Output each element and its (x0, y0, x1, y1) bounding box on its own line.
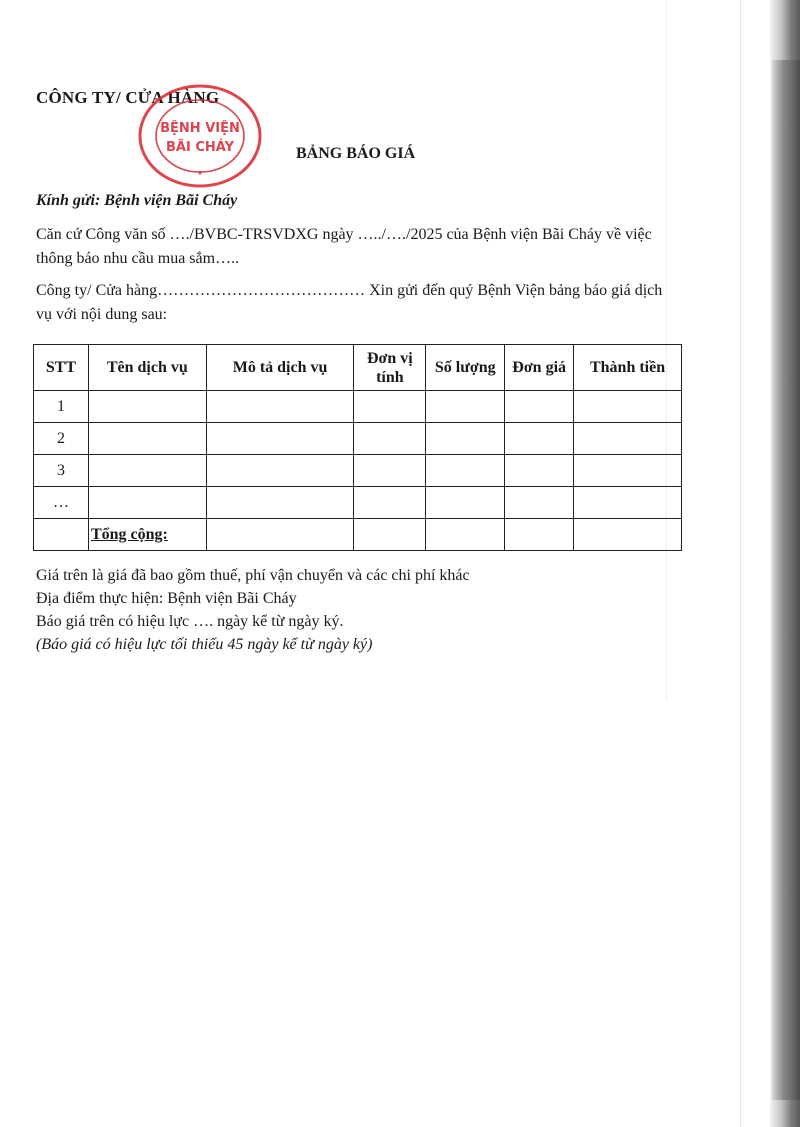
company-heading: CÔNG TY/ CỬA HÀNG (36, 88, 220, 107)
column-header: STT (34, 345, 89, 391)
document-title: BẢNG BÁO GIÁ (296, 145, 416, 162)
row-number: 1 (34, 391, 89, 423)
table-cell (426, 519, 505, 551)
column-header: Đơn giá (505, 345, 574, 391)
table-cell (505, 487, 574, 519)
table-cell (574, 455, 682, 487)
stamp-star-icon: ★ (196, 169, 204, 177)
table-cell (206, 519, 354, 551)
table-row (34, 487, 682, 519)
scan-edge-shadow (772, 60, 800, 1100)
table-cell (505, 455, 574, 487)
notes-section (36, 564, 470, 656)
table-cell (88, 455, 206, 487)
column-header: Mô tả dịch vụ (206, 345, 354, 391)
column-header: Thành tiền (574, 345, 682, 391)
recipient-name: Bệnh viện Bãi Cháy (104, 192, 238, 209)
table-cell (574, 391, 682, 423)
hospital-stamp (134, 80, 264, 192)
table-cell (505, 519, 574, 551)
table-cell (354, 487, 426, 519)
table-cell (354, 519, 426, 551)
column-header: Số lượng (426, 345, 505, 391)
stamp-line-2: BÃI CHÁY (166, 140, 234, 155)
table-cell (354, 455, 426, 487)
table-row (34, 455, 682, 487)
table-cell (34, 519, 89, 551)
quote-table (33, 344, 682, 551)
note-line: Giá trên là giá đã bao gồm thuế, phí vận chuyển và các chi phí khác (36, 567, 470, 584)
table-total-row (34, 519, 682, 551)
table-row (34, 391, 682, 423)
row-number: 3 (34, 455, 89, 487)
note-line-italic: (Báo giá có hiệu lực tối thiểu 45 ngày kể từ ngày ký) (36, 636, 373, 653)
table-cell (426, 487, 505, 519)
table-cell (426, 423, 505, 455)
table-cell (354, 423, 426, 455)
table-row (34, 423, 682, 455)
table-cell (426, 455, 505, 487)
table-cell (574, 487, 682, 519)
row-number: 2 (34, 423, 89, 455)
total-label: Tổng cộng: (88, 519, 206, 551)
note-line: Địa điểm thực hiện: Bệnh viện Bãi Cháy (36, 590, 297, 607)
table-cell (505, 423, 574, 455)
stamp-line-1: BỆNH VIỆN (160, 121, 240, 136)
table-cell (206, 455, 354, 487)
table-cell (426, 391, 505, 423)
table-cell (206, 423, 354, 455)
note-line: Báo giá trên có hiệu lực …. ngày kể từ ngày ký. (36, 613, 344, 630)
column-header: Tên dịch vụ (88, 345, 206, 391)
table-cell (505, 391, 574, 423)
table-header-row (34, 345, 682, 391)
column-header: Đơn vị tính (354, 345, 426, 391)
table-cell (88, 423, 206, 455)
table-cell (574, 519, 682, 551)
recipient-line (36, 192, 237, 210)
table-cell (354, 391, 426, 423)
table-cell (574, 423, 682, 455)
table-cell (206, 487, 354, 519)
table-cell (206, 391, 354, 423)
scan-artifact-line (740, 0, 741, 1127)
recipient-label: Kính gửi: (36, 192, 101, 209)
row-number: … (34, 487, 89, 519)
table-cell (88, 391, 206, 423)
table-cell (88, 487, 206, 519)
intro-paragraph: Công ty/ Cửa hàng………………………………… Xin gửi đến quý Bệnh Viện bảng báo giá dịch vụ với nội dung sau: (36, 282, 663, 323)
reference-paragraph: Căn cứ Công văn số …./BVBC-TRSVDXG ngày …../…./2025 của Bệnh viện Bãi Cháy về việc thông báo nhu cầu mua sắm….. (36, 226, 652, 267)
